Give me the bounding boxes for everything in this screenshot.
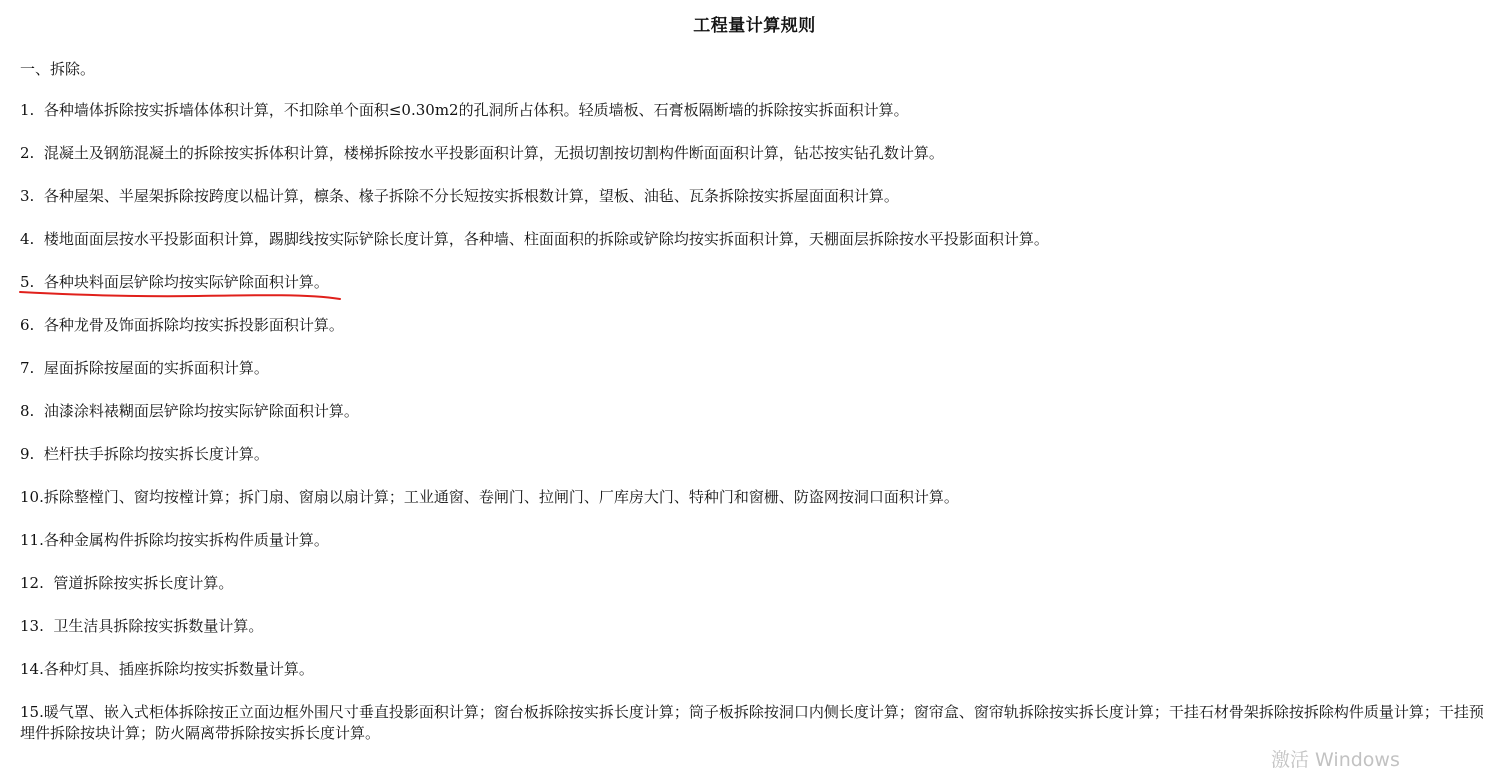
rule-text: 油漆涂料裱糊面层铲除均按实际铲除面积计算。 [43, 402, 359, 420]
rule-text: 各种屋架、半屋架拆除按跨度以榀计算，檩条、椽子拆除不分长短按实拆根数计算，望板、油毡、瓦条拆除按实拆屋面面积计算。 [43, 187, 899, 205]
rule-number: 2. [20, 144, 35, 162]
rule-item-1 [20, 101, 909, 119]
rule-number: 10. [20, 488, 44, 506]
rule-item-7 [20, 359, 269, 377]
rule-number: 6. [20, 316, 35, 334]
rule-text: 各种灯具、插座拆除均按实拆数量计算。 [43, 660, 314, 678]
rule-item-10 [20, 488, 959, 506]
rule-item-8 [20, 402, 359, 420]
rule-number: 7. [20, 359, 35, 377]
rule-text: 各种块料面层铲除均按实际铲除面积计算。 [43, 273, 329, 291]
rule-text: 管道拆除按实拆长度计算。 [53, 574, 234, 592]
rule-text: 暖气罩、嵌入式柜体拆除按正立面边框外围尺寸垂直投影面积计算；窗台板拆除按实拆长度计算；筒子板拆除按洞口内侧长度计算；窗帘盒、窗帘轨拆除按实拆长度计算；干挂石材骨架拆除按拆除构件质量计算；干挂预埋件拆除按块计算；防火隔离带拆除按实拆长度计算。 [20, 703, 1484, 742]
rule-item-9 [20, 445, 269, 463]
handwritten-underline [18, 284, 348, 304]
rule-text: 混凝土及钢筋混凝土的拆除按实拆体积计算，楼梯拆除按水平投影面积计算，无损切割按切割构件断面面积计算，钻芯按实钻孔数计算。 [43, 144, 944, 162]
rule-number: 14. [20, 660, 44, 678]
document-title: 工程量计算规则 [693, 16, 816, 36]
rule-item-6 [20, 316, 344, 334]
rule-number: 3. [20, 187, 35, 205]
rule-number: 12. [20, 574, 44, 592]
windows-activation-watermark: 激活 Windows [1271, 749, 1400, 771]
rule-item-15 [20, 702, 1485, 744]
rule-number: 1. [20, 101, 35, 119]
rule-text: 楼地面面层按水平投影面积计算，踢脚线按实际铲除长度计算，各种墙、柱面面积的拆除或铲除均按实拆面积计算，天棚面层拆除按水平投影面积计算。 [43, 230, 1049, 248]
rule-item-11 [20, 531, 329, 549]
rule-item-13 [20, 617, 263, 635]
rule-number: 11. [20, 531, 44, 549]
rule-item-2 [20, 144, 944, 162]
rule-text: 各种墙体拆除按实拆墙体体积计算，不扣除单个面积≤0.30m2的孔洞所占体积。轻质墙板、石膏板隔断墙的拆除按实拆面积计算。 [43, 101, 909, 119]
rule-text: 卫生洁具拆除按实拆数量计算。 [53, 617, 264, 635]
rule-item-12 [20, 574, 233, 592]
rule-number: 9. [20, 445, 35, 463]
rule-number: 4. [20, 230, 35, 248]
rule-text: 屋面拆除按屋面的实拆面积计算。 [43, 359, 269, 377]
rule-number: 5. [20, 273, 35, 291]
section-heading: 一、拆除。 [20, 60, 96, 78]
rule-number: 15. [20, 703, 44, 721]
rule-number: 8. [20, 402, 35, 420]
rule-text: 各种龙骨及饰面拆除均按实拆投影面积计算。 [43, 316, 344, 334]
rule-text: 拆除整樘门、窗均按樘计算；拆门扇、窗扇以扇计算；工业通窗、卷闸门、拉闸门、厂库房大门、特种门和窗栅、防盗网按洞口面积计算。 [43, 488, 959, 506]
rule-number: 13. [20, 617, 44, 635]
rule-item-3 [20, 187, 899, 205]
rule-text: 栏杆扶手拆除均按实拆长度计算。 [43, 445, 269, 463]
rule-item-4 [20, 230, 1049, 248]
rule-text: 各种金属构件拆除均按实拆构件质量计算。 [43, 531, 329, 549]
rule-item-14 [20, 660, 314, 678]
